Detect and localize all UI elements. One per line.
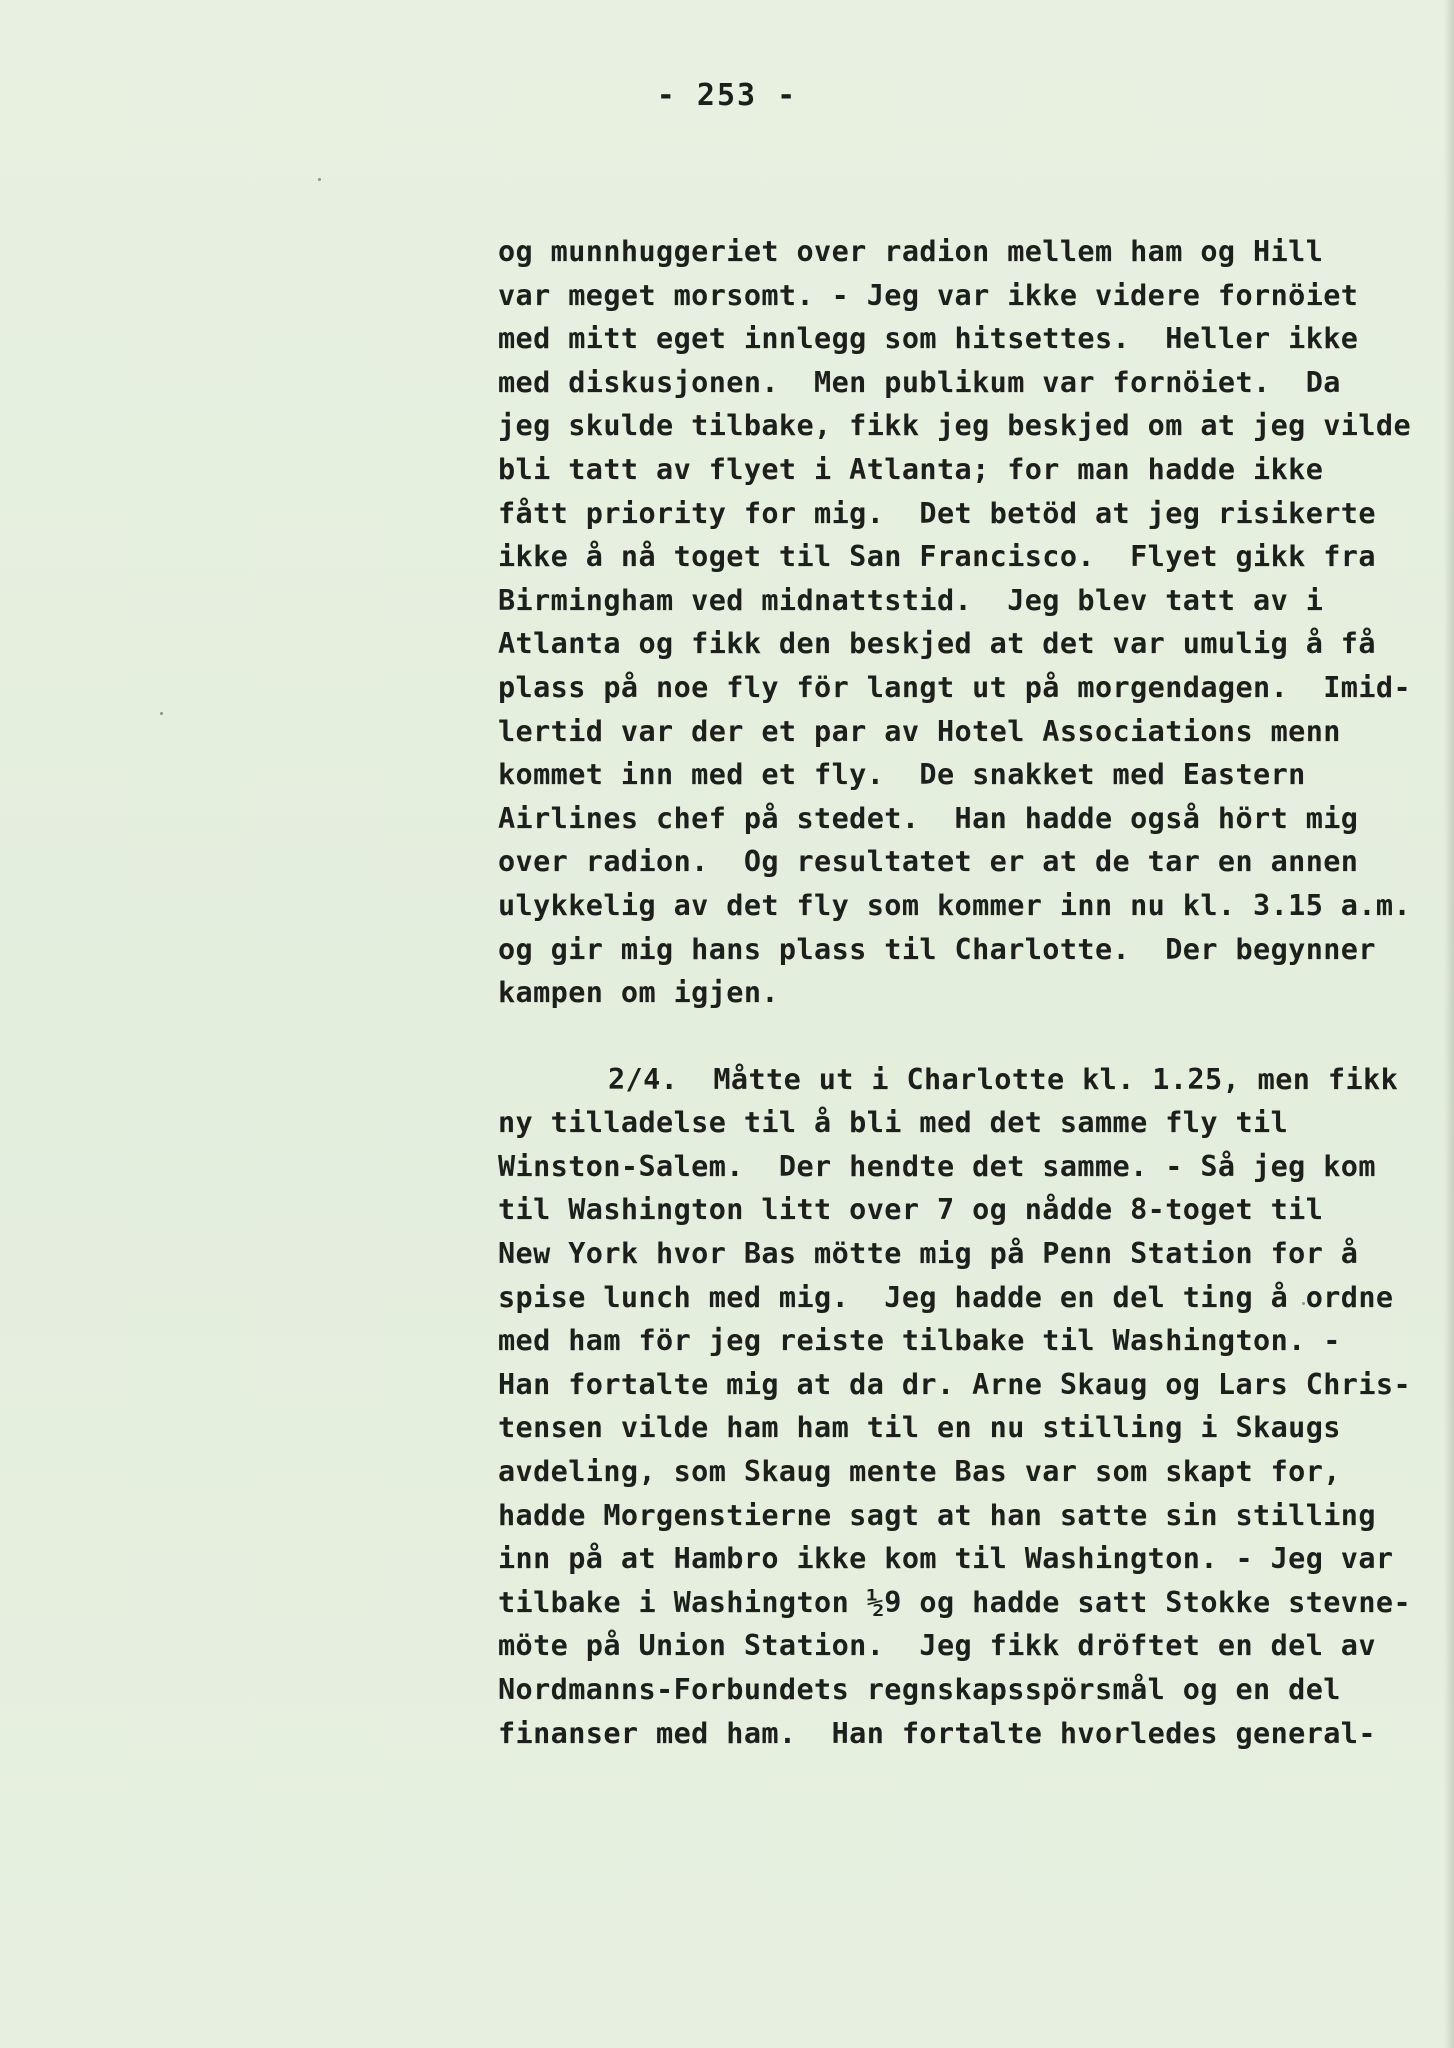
- typed-text-body: [498, 230, 1412, 1755]
- text-line: tilbake i Washington ½9 og hadde satt Stokke stevne-: [498, 1585, 1412, 1619]
- paragraph-1: [498, 230, 1412, 1015]
- page-edge-shadow: [1444, 0, 1454, 2048]
- text-line: plass på noe fly för langt ut på morgendagen. Imid-: [498, 670, 1412, 704]
- text-line: Birmingham ved midnattstid. Jeg blev tatt av i: [498, 583, 1324, 617]
- text-line: Han fortalte mig at da dr. Arne Skaug og Lars Chris-: [498, 1367, 1412, 1401]
- text-line: fått priority for mig. Det betöd at jeg risikerte: [498, 496, 1376, 530]
- text-line: kampen om igjen.: [498, 976, 779, 1010]
- text-line: finanser med ham. Han fortalte hvorledes general-: [498, 1716, 1376, 1750]
- text-line: Airlines chef på stedet. Han hadde også hört mig: [498, 801, 1359, 835]
- text-line: ny tilladelse til å bli med det samme fly til: [498, 1106, 1289, 1140]
- text-line: til Washington litt over 7 og nådde 8-toget til: [498, 1193, 1324, 1227]
- text-line: spise lunch med mig. Jeg hadde en del ting å ordne: [498, 1280, 1394, 1314]
- text-line: med diskusjonen. Men publikum var fornöiet. Da: [498, 365, 1341, 399]
- text-line: med mitt eget innlegg som hitsettes. Heller ikke: [498, 322, 1359, 356]
- text-line: over radion. Og resultatet er at de tar en annen: [498, 845, 1359, 879]
- text-line: inn på at Hambro ikke kom til Washington. - Jeg var: [498, 1542, 1394, 1576]
- text-line: möte på Union Station. Jeg fikk dröftet en del av: [498, 1629, 1376, 1663]
- text-line: med ham för jeg reiste tilbake til Washington. -: [498, 1324, 1341, 1358]
- text-line: Atlanta og fikk den beskjed at det var umulig å få: [498, 627, 1376, 661]
- text-line: ulykkelig av det fly som kommer inn nu kl. 3.15 a.m.: [498, 888, 1412, 922]
- text-line: bli tatt av flyet i Atlanta; for man hadde ikke: [498, 452, 1324, 486]
- paper-speck: [318, 178, 321, 181]
- text-line: og gir mig hans plass til Charlotte. Der begynner: [498, 932, 1376, 966]
- text-line: Winston-Salem. Der hendte det samme. - Så jeg kom: [498, 1149, 1376, 1183]
- paragraph-gap: [498, 1015, 1398, 1058]
- text-line: New York hvor Bas mötte mig på Penn Station for å: [498, 1237, 1359, 1271]
- text-line: hadde Morgenstierne sagt at han satte sin stilling: [498, 1498, 1376, 1532]
- text-line: var meget morsomt. - Jeg var ikke videre fornöiet: [498, 278, 1359, 312]
- text-line: og munnhuggeriet over radion mellem ham og Hill: [498, 235, 1324, 268]
- paper-speck: [160, 712, 163, 715]
- text-line: avdeling, som Skaug mente Bas var som skapt for,: [498, 1455, 1341, 1489]
- text-line: tensen vilde ham ham til en nu stilling i Skaugs: [498, 1411, 1341, 1445]
- page-number: - 253 -: [656, 78, 798, 113]
- text-line: Nordmanns-Forbundets regnskapsspörsmål og en del: [498, 1673, 1341, 1706]
- text-line: ikke å nå toget til San Francisco. Flyet gikk fra: [498, 540, 1376, 574]
- paragraph-2: [498, 1058, 1412, 1756]
- text-line: kommet inn med et fly. De snakket med Eastern: [498, 758, 1306, 792]
- text-line: jeg skulde tilbake, fikk jeg beskjed om at jeg vilde: [498, 409, 1412, 443]
- text-line: 2/4. Måtte ut i Charlotte kl. 1.25, men fikk: [608, 1062, 1399, 1096]
- text-line: lertid var der et par av Hotel Associations menn: [498, 714, 1341, 748]
